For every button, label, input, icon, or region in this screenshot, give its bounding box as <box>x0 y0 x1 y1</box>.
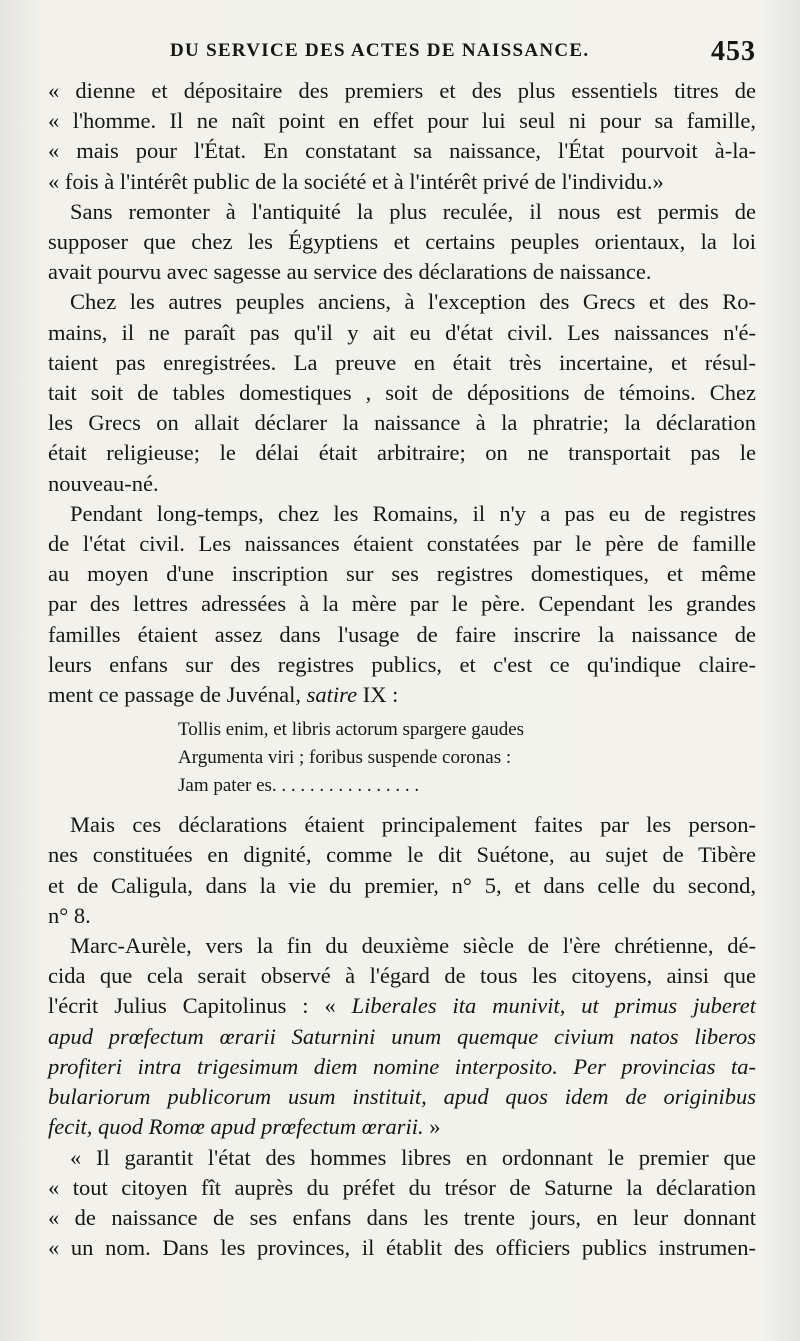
text-line: leurs enfans sur des registres publics, et c'est ce qu'indique claire- <box>48 651 756 677</box>
text-line: mains, il ne paraît pas qu'il y ait eu d'état civil. Les naissances n'é- <box>48 319 756 345</box>
text-line: « l'homme. Il ne naît point en effet pour lui seul ni pour sa famille, <box>48 108 756 134</box>
text-line: taient pas enregistrées. La preuve en était très incertaine, et résul- <box>48 349 756 375</box>
text-line: Sans remonter à l'antiquité la plus reculée, il nous est permis de <box>70 198 756 224</box>
paragraph-quote-continuation <box>48 76 756 197</box>
text-run: ment ce passage de Juvénal, <box>48 682 307 708</box>
text-line: Chez les autres peuples anciens, à l'exception des Grecs et des Ro- <box>70 289 756 315</box>
text-run: l'écrit Julius Capitolinus : « <box>48 993 352 1019</box>
paragraph-ancient-peoples <box>48 287 756 498</box>
text-line: apud prœfectum œrarii Saturnini unum quemque civium natos liberos <box>48 1023 756 1049</box>
text-line: Mais ces déclarations étaient principalement faites par les person- <box>70 812 756 838</box>
text-line: Pendant long-temps, chez les Romains, il n'y a pas eu de registres <box>70 500 756 526</box>
text-line: « Il garantit l'état des hommes libres en ordonnant le premier que <box>70 1144 756 1170</box>
text-run: » <box>423 1114 441 1140</box>
page-number: 453 <box>711 36 756 67</box>
paragraph-romans <box>48 499 756 710</box>
text-line: nes constituées en dignité, comme le dit Suétone, au sujet de Tibère <box>48 842 756 868</box>
page-header <box>48 36 756 76</box>
text-line: bulariorum publicorum usum instituit, apud quos idem de originibus <box>48 1084 756 1110</box>
text-line: « de naissance de ses enfans dans les trente jours, en leur donnant <box>48 1204 756 1230</box>
text-run: IX : <box>357 682 399 708</box>
text-line: supposer que chez les Égyptiens et certains peuples orientaux, la loi <box>48 229 756 255</box>
verse-line: Jam pater es. . . . . . . . . . . . . . . . <box>178 775 420 797</box>
text-line: « tout citoyen fît auprès du préfet du trésor de Saturne la déclaration <box>48 1174 756 1200</box>
text-line: de l'état civil. Les naissances étaient constatées par le père de famille <box>48 531 756 557</box>
italic-run: fecit, quod Romœ apud prœfectum œrarii. <box>48 1114 424 1140</box>
text-line <box>48 1112 756 1142</box>
juvenal-verse <box>48 716 756 800</box>
text-line: tait soit de tables domestiques , soit de dépositions de témoins. Chez <box>48 380 756 406</box>
running-title: DU SERVICE DES ACTES DE NAISSANCE. <box>170 40 590 61</box>
paragraph-dignitaries <box>48 810 756 931</box>
text-line: profiteri intra trigesimum diem nomine interposito. Per provincias ta- <box>48 1053 756 1079</box>
italic-run: satire <box>306 682 358 708</box>
text-line <box>48 680 756 710</box>
paragraph-translation <box>48 1143 756 1264</box>
text-line: « un nom. Dans les provinces, il établit des officiers publics instrumen- <box>48 1235 756 1261</box>
verse-line: Argumenta viri ; foribus suspende coronas : <box>178 747 512 769</box>
text-line: n° 8. <box>48 902 91 928</box>
text-line <box>48 991 756 1021</box>
paragraph-marcus-aurelius <box>48 931 756 1142</box>
text-line: avait pourvu avec sagesse au service des déclarations de naissance. <box>48 259 652 285</box>
text-line: Marc-Aurèle, vers la fin du deuxième siècle de l'ère chrétienne, dé- <box>70 933 756 959</box>
text-line: était religieuse; le délai était arbitraire; on ne transportait pas le <box>48 440 756 466</box>
text-line: « mais pour l'État. En constatant sa naissance, l'État pourvoit à-la- <box>48 138 756 164</box>
text-line: et de Caligula, dans la vie du premier, n° 5, et dans celle du second, <box>48 872 756 898</box>
text-line: « dienne et dépositaire des premiers et des plus essentiels titres de <box>48 78 756 103</box>
text-line: familles étaient assez dans l'usage de faire inscrire la naissance de <box>48 621 756 647</box>
paragraph-egyptians <box>48 197 756 288</box>
text-line: « fois à l'intérêt public de la société et à l'intérêt privé de l'individu.» <box>48 168 664 194</box>
text-line: nouveau-né. <box>48 470 159 496</box>
text-line: les Grecs on allait déclarer la naissance à la phratrie; la déclaration <box>48 410 756 436</box>
text-line: par des lettres adressées à la mère par le père. Cependant les grandes <box>48 591 756 617</box>
verse-line: Tollis enim, et libris actorum spargere gaudes <box>178 719 525 741</box>
italic-run: Liberales ita munivit, ut primus juberet <box>351 993 757 1019</box>
body-text <box>48 76 756 1263</box>
text-line: au moyen d'une inscription sur ses registres domestiques, et même <box>48 561 756 587</box>
text-line: cida que cela serait observé à l'égard de tous les citoyens, ainsi que <box>48 963 756 989</box>
